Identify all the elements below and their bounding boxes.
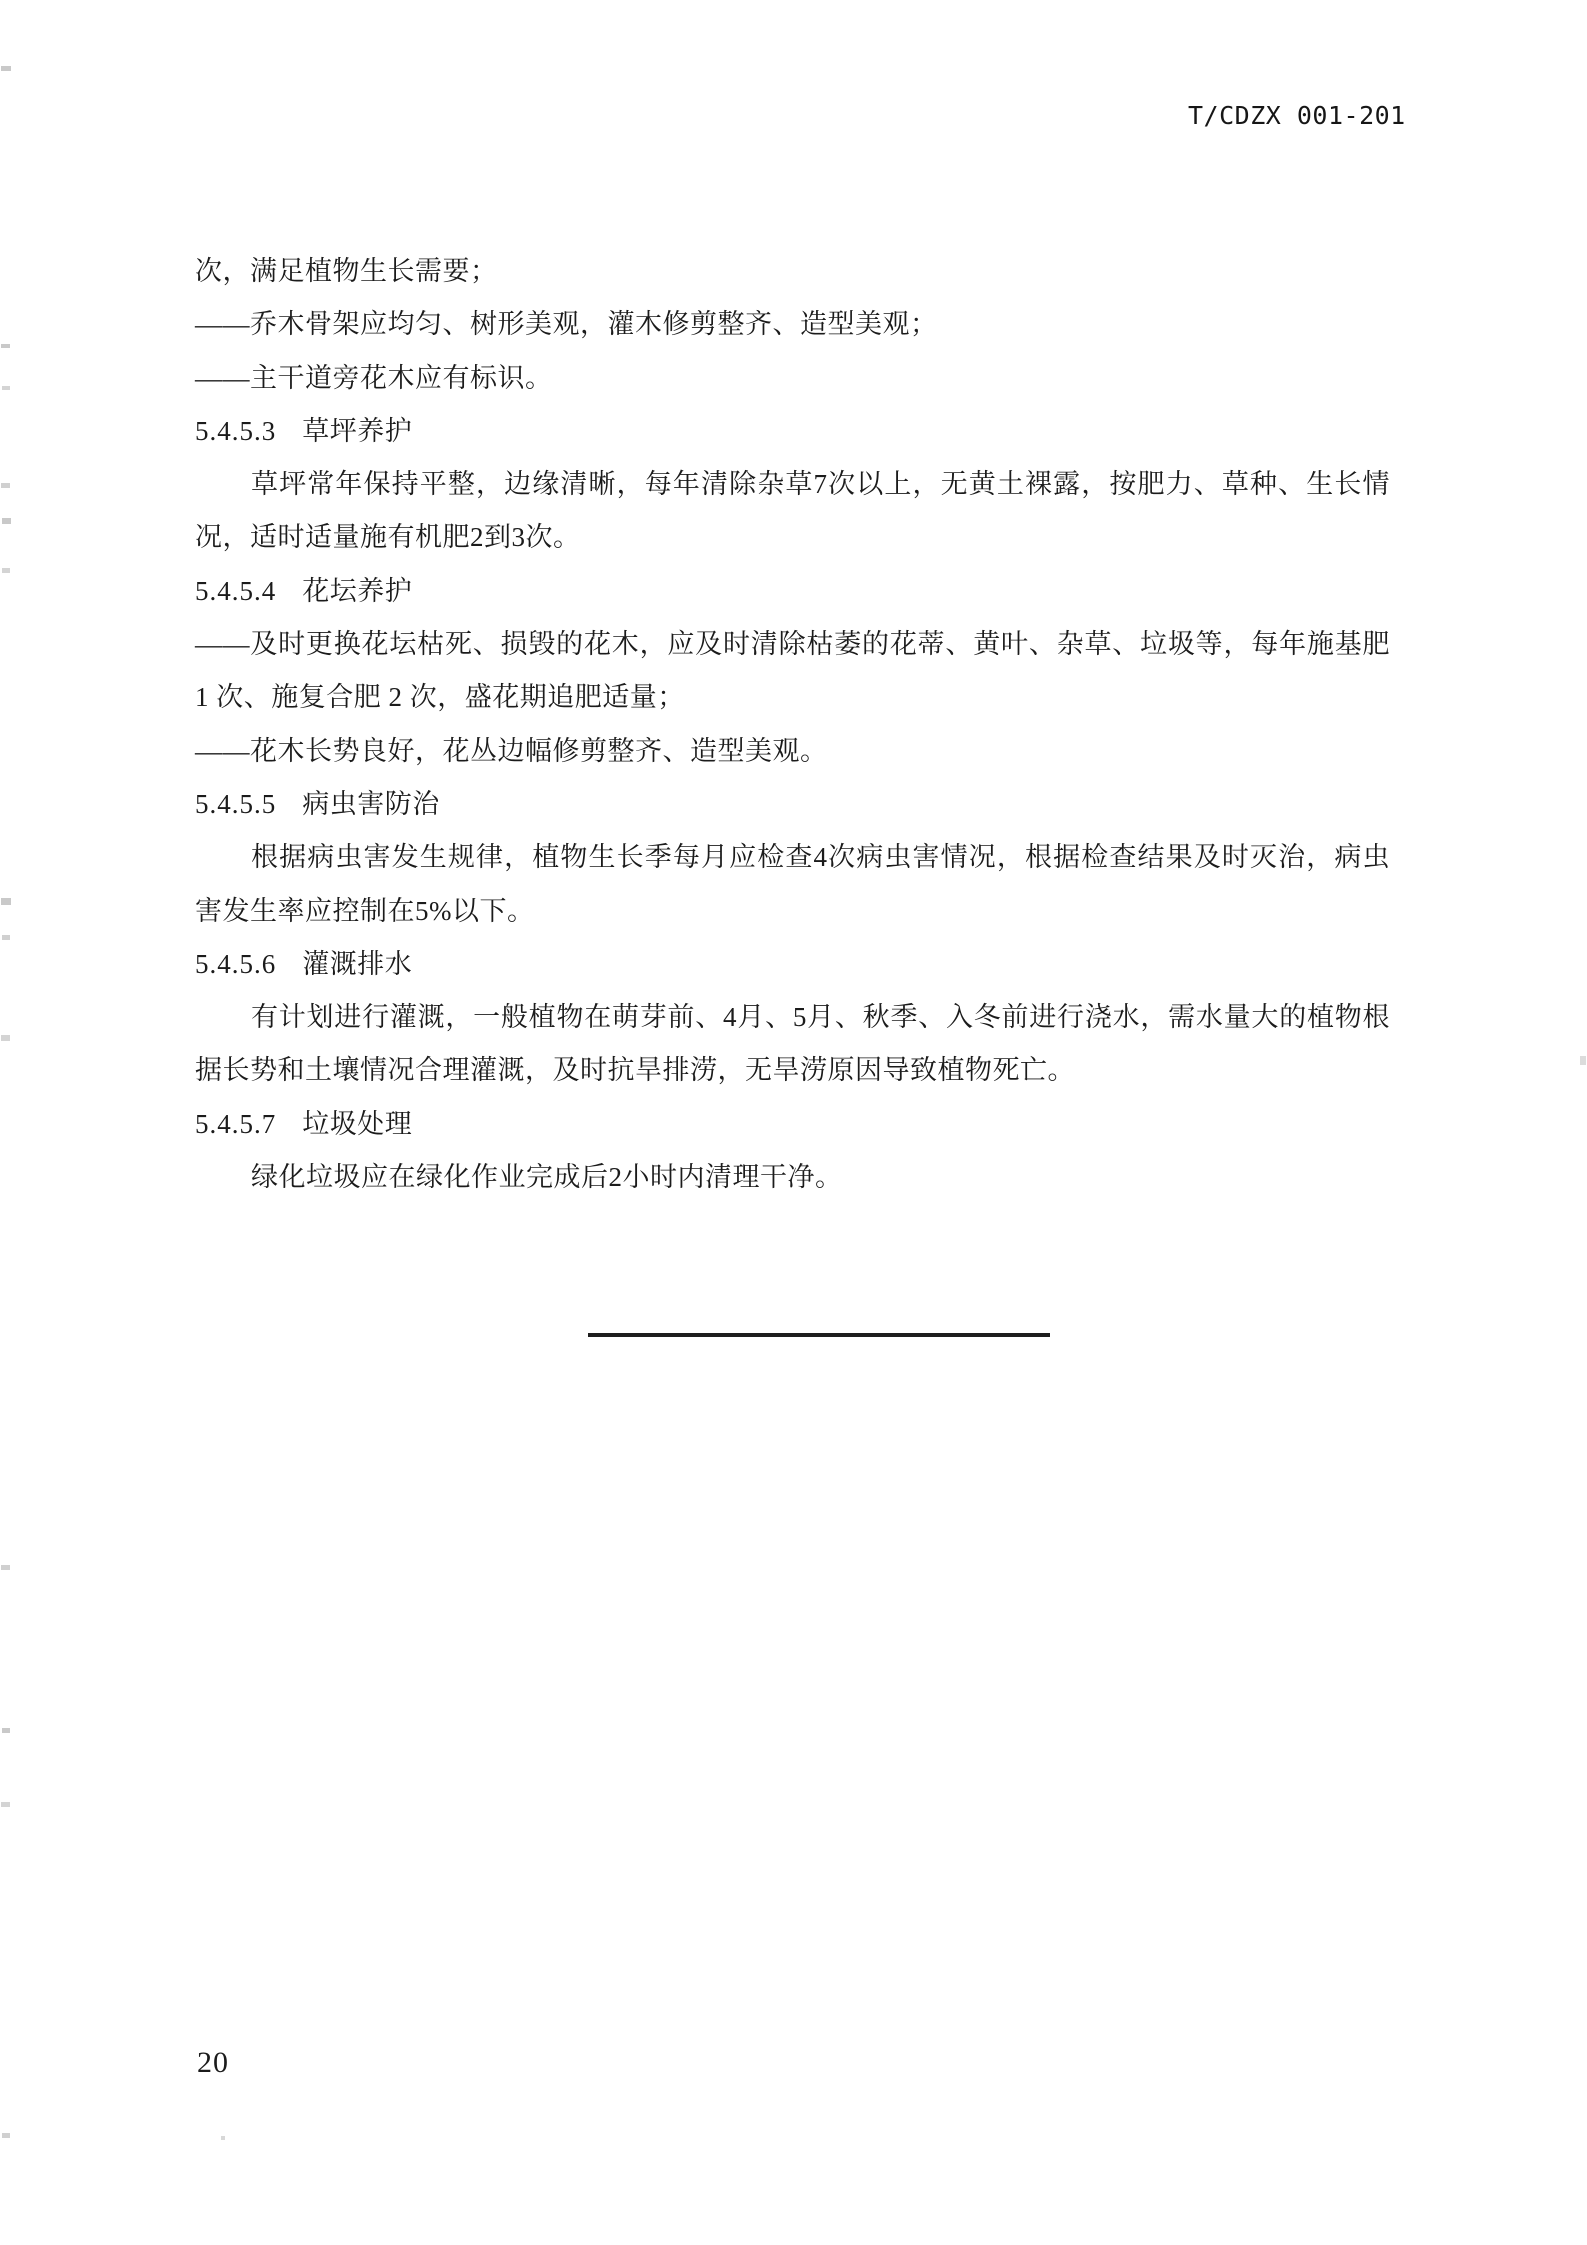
scan-artifact [1,1035,10,1041]
page-number: 20 [197,2046,229,2079]
section-number: 5.4.5.3 [195,415,277,446]
section-number: 5.4.5.6 [195,948,277,979]
list-item-line: ——主干道旁花木应有标识。 [195,362,553,393]
section-title: 灌溉排水 [302,948,413,979]
list-item-line: ——花木长势良好，花丛边幅修剪整齐、造型美观。 [195,735,828,766]
body-line: 有计划进行灌溉，一般植物在萌芽前、4月、5月、秋季、入冬前进行浇水，需水量大的植物根 [251,1002,1390,1033]
body-line: 草坪常年保持平整，边缘清晰，每年清除杂草7次以上，无黄土裸露，按肥力、草种、生长情 [251,469,1390,500]
scan-artifact [1,344,10,348]
body-line: 1 次、施复合肥 2 次，盛花期追肥适量； [195,682,685,713]
section-heading [195,565,1390,618]
section-heading [195,938,1390,991]
section-title: 草坪养护 [302,415,413,446]
section-heading [195,405,1390,458]
body-line: 害发生率应控制在5%以下。 [195,895,535,926]
section-title: 病虫害防治 [302,788,440,819]
section-title: 垃圾处理 [302,1108,413,1139]
end-of-text-divider-line [588,1333,1050,1337]
scan-artifact [1,898,11,905]
scan-artifact [1,1802,10,1807]
section-heading [195,778,1390,831]
list-item-line: ——及时更换花坛枯死、损毁的花木，应及时清除枯萎的花蒂、黄叶、杂草、垃圾等，每年施基肥 [195,629,1390,660]
scan-artifact [2,386,10,390]
scan-artifact [2,568,10,573]
body-line: 况，适时适量施有机肥2到3次。 [195,522,581,553]
scan-artifact [1,483,10,488]
document-lines [195,245,1390,1204]
scan-artifact [2,2133,10,2138]
section-number: 5.4.5.4 [195,575,277,606]
scan-artifact [1580,1056,1586,1065]
scan-artifact [221,2136,225,2140]
scan-artifact [2,518,11,524]
section-heading [195,1098,1390,1151]
section-title: 花坛养护 [302,575,413,606]
scan-artifact [2,1728,10,1733]
section-number: 5.4.5.7 [195,1108,277,1139]
scan-artifact [1,1565,10,1570]
body-line: 绿化垃圾应在绿化作业完成后2小时内清理干净。 [251,1162,843,1193]
section-number: 5.4.5.5 [195,788,277,819]
body-line: 据长势和土壤情况合理灌溉，及时抗旱排涝，无旱涝原因导致植物死亡。 [195,1055,1075,1086]
list-item-line: ——乔木骨架应均匀、树形美观，灌木修剪整齐、造型美观； [195,309,938,340]
document-code-header: T/CDZX 001-201 [1188,101,1406,130]
body-line: 次，满足植物生长需要； [195,256,498,286]
scan-artifact [1,66,11,71]
body-line: 根据病虫害发生规律，植物生长季每月应检查4次病虫害情况，根据检查结果及时灭治，病虫 [251,842,1390,873]
scan-artifact [2,935,10,940]
